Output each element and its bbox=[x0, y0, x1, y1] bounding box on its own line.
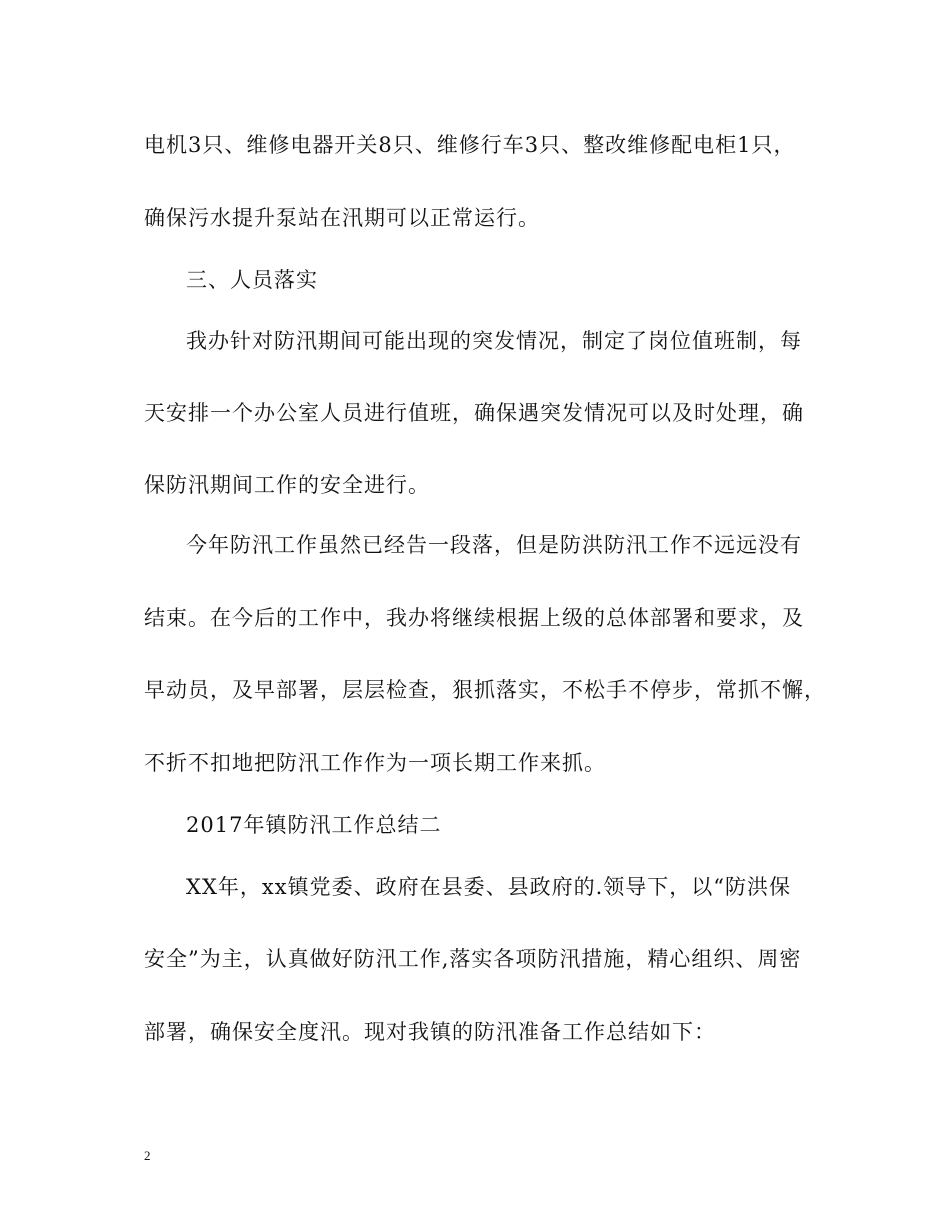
body-text-line: 安全”为主，认真做好防汛工作,落实各项防汛措施，精心组织、周密 bbox=[144, 947, 802, 971]
body-text-line: 确保污水提升泵站在汛期可以正常运行。 bbox=[144, 206, 540, 230]
body-text-line: 今年防汛工作虽然已经告一段落，但是防洪防汛工作不远远没有 bbox=[186, 533, 802, 557]
body-text-line: 保防汛期间工作的安全进行。 bbox=[144, 473, 430, 497]
section-heading: 三、人员落实 bbox=[186, 268, 318, 292]
body-text-line: XX年，xx镇党委、政府在县委、县政府的.领导下，以“防洪保 bbox=[186, 875, 791, 899]
body-text-line: 结束。在今后的工作中，我办将继续根据上级的总体部署和要求，及 bbox=[144, 606, 804, 630]
body-text-line: 天安排一个办公室人员进行值班，确保遇突发情况可以及时处理，确 bbox=[144, 401, 804, 425]
body-text-line: 电机3只、维修电器开关8只、维修行车3只、整改维修配电柜1只， bbox=[144, 133, 796, 157]
body-text-line: 早动员，及早部署，层层检查，狠抓落实，不松手不停步，常抓不懈， bbox=[144, 678, 826, 702]
page-number: 2 bbox=[144, 1148, 151, 1163]
body-text-line: 部署，确保安全度汛。现对我镇的防汛准备工作总结如下： bbox=[144, 1020, 716, 1044]
body-text-line: 不折不扣地把防汛工作作为一项长期工作来抓。 bbox=[144, 751, 606, 775]
body-text-line: 我办针对防汛期间可能出现的突发情况，制定了岗位值班制，每 bbox=[186, 329, 802, 353]
document-subtitle: 2017年镇防汛工作总结二 bbox=[186, 813, 442, 837]
